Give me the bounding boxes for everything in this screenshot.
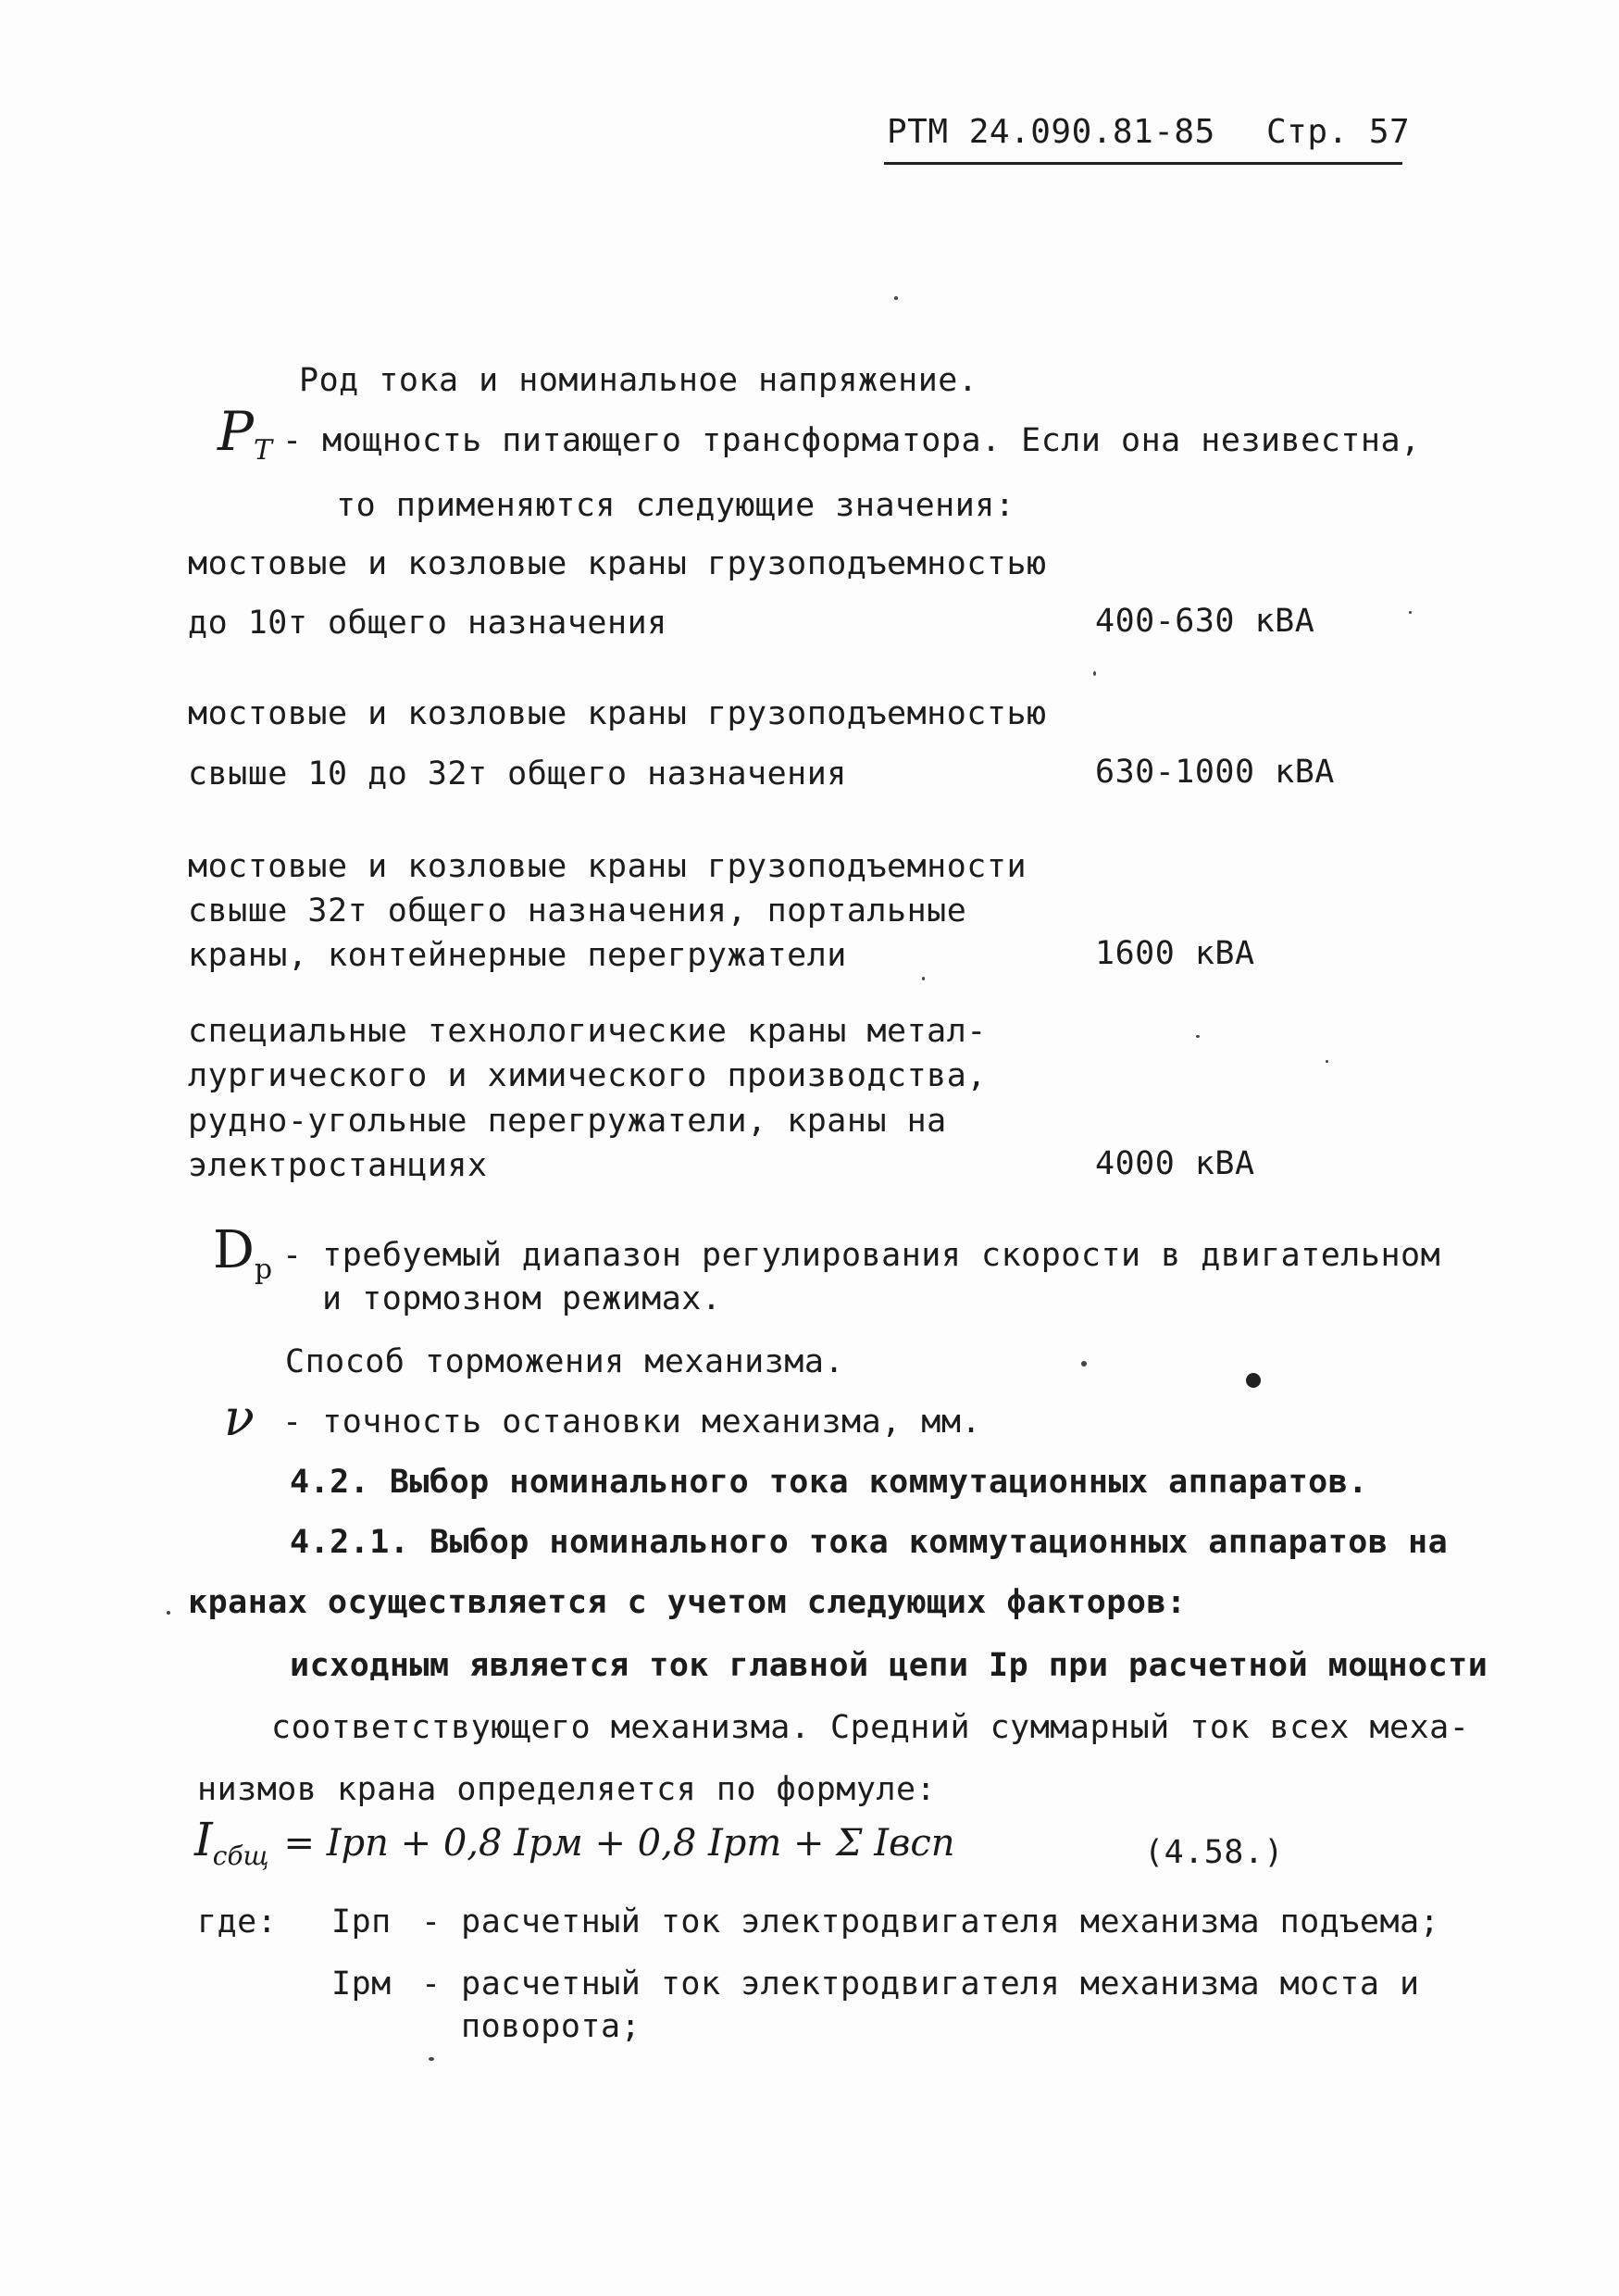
where-desc-irp: - расчетный ток электродвигателя механизма подъема; bbox=[421, 1903, 1440, 1940]
pt-definition-cont: то применяются следующие значения: bbox=[336, 487, 1015, 524]
table-row-2-line-2: свыше 10 до 32т общего назначения bbox=[188, 755, 847, 792]
pt-symbol: PT bbox=[218, 400, 273, 467]
braking-line: Способ торможения механизма. bbox=[285, 1343, 845, 1380]
table-row-3-value: 1600 кВА bbox=[1095, 935, 1255, 972]
nu-definition: - точность остановки механизма, мм. bbox=[282, 1404, 982, 1441]
table-row-3-line-3: краны, контейнерные перегружатели bbox=[188, 937, 847, 974]
scan-speck bbox=[894, 296, 898, 300]
table-row-1-line-1: мостовые и козловые краны грузоподъемностью bbox=[188, 545, 1047, 582]
table-row-3-line-2: свыше 32т общего назначения, портальные bbox=[188, 892, 967, 930]
scan-speck bbox=[167, 1611, 170, 1615]
table-row-2-value: 630-1000 кВА bbox=[1095, 754, 1335, 791]
intro-line: Род тока и номинальное напряжение. bbox=[299, 362, 978, 399]
header-rule bbox=[884, 162, 1402, 165]
where-symbol-irm: Iрм bbox=[331, 1965, 392, 2003]
table-row-2-line-1: мостовые и козловые краны грузоподъемностью bbox=[188, 695, 1047, 732]
scan-speck bbox=[1081, 1361, 1087, 1366]
section-4-2-1-line-1: 4.2.1. Выбор номинального тока коммутационных аппаратов на bbox=[290, 1524, 1449, 1561]
table-row-3-line-1: мостовые и козловые краны грузоподъемности bbox=[188, 848, 1027, 885]
dp-definition: - требуемый диапазон регулирования скорости в двигательном bbox=[282, 1237, 1441, 1274]
table-row-1-value: 400-630 кВА bbox=[1095, 603, 1315, 640]
page-number: Стр. 57 bbox=[1266, 113, 1411, 151]
table-row-4-line-4: электростанциях bbox=[188, 1147, 488, 1184]
where-desc-irm-cont: поворота; bbox=[461, 2008, 641, 2045]
scan-speck bbox=[1196, 1035, 1200, 1038]
formula: $I_{сбщ}$ = Iрп + 0,8 Iрм + 0,8 Iрт + Σ Iвсп bbox=[194, 1813, 955, 1871]
where-label: где: bbox=[197, 1903, 278, 1940]
table-row-4-value: 4000 кВА bbox=[1095, 1145, 1255, 1182]
scan-speck bbox=[1093, 671, 1096, 676]
scan-speck bbox=[1246, 1373, 1261, 1388]
where-desc-irm: - расчетный ток электродвигателя механизма моста и bbox=[421, 1965, 1420, 2003]
table-row-1-line-2: до 10т общего назначения bbox=[188, 605, 667, 642]
scan-speck bbox=[1326, 1060, 1328, 1063]
section-4-2-1-line-2: кранах осуществляется с учетом следующих факторов: bbox=[188, 1584, 1187, 1621]
table-row-4-line-2: лургического и химического производства, bbox=[188, 1057, 987, 1094]
table-row-4-line-1: специальные технологические краны метал- bbox=[188, 1013, 987, 1050]
section-4-2-1-line-5: низмов крана определяется по формуле: bbox=[197, 1771, 937, 1808]
dp-symbol: $D_р$ bbox=[213, 1220, 273, 1286]
nu-symbol: ν bbox=[224, 1389, 255, 1447]
section-4-2-1-line-4: соответствующего механизма. Средний суммарный ток всех меха- bbox=[271, 1709, 1470, 1746]
scan-speck bbox=[922, 977, 925, 980]
scan-speck bbox=[1409, 611, 1412, 614]
formula-number: (4.58.) bbox=[1144, 1834, 1285, 1871]
section-4-2-heading: 4.2. Выбор номинального тока коммутационных аппаратов. bbox=[290, 1464, 1368, 1501]
doc-code: РТМ 24.090.81-85 bbox=[887, 113, 1215, 151]
where-symbol-irp: Iрп bbox=[331, 1903, 392, 1940]
scan-speck bbox=[429, 2057, 434, 2061]
dp-definition-cont: и тормозном режимах. bbox=[322, 1280, 722, 1317]
pt-definition: - мощность питающего трансформатора. Если она незивестна, bbox=[282, 422, 1421, 459]
table-row-4-line-3: рудно-угольные перегружатели, краны на bbox=[188, 1103, 947, 1140]
section-4-2-1-line-3: исходным является ток главной цепи Iр при расчетной мощности bbox=[290, 1647, 1488, 1684]
